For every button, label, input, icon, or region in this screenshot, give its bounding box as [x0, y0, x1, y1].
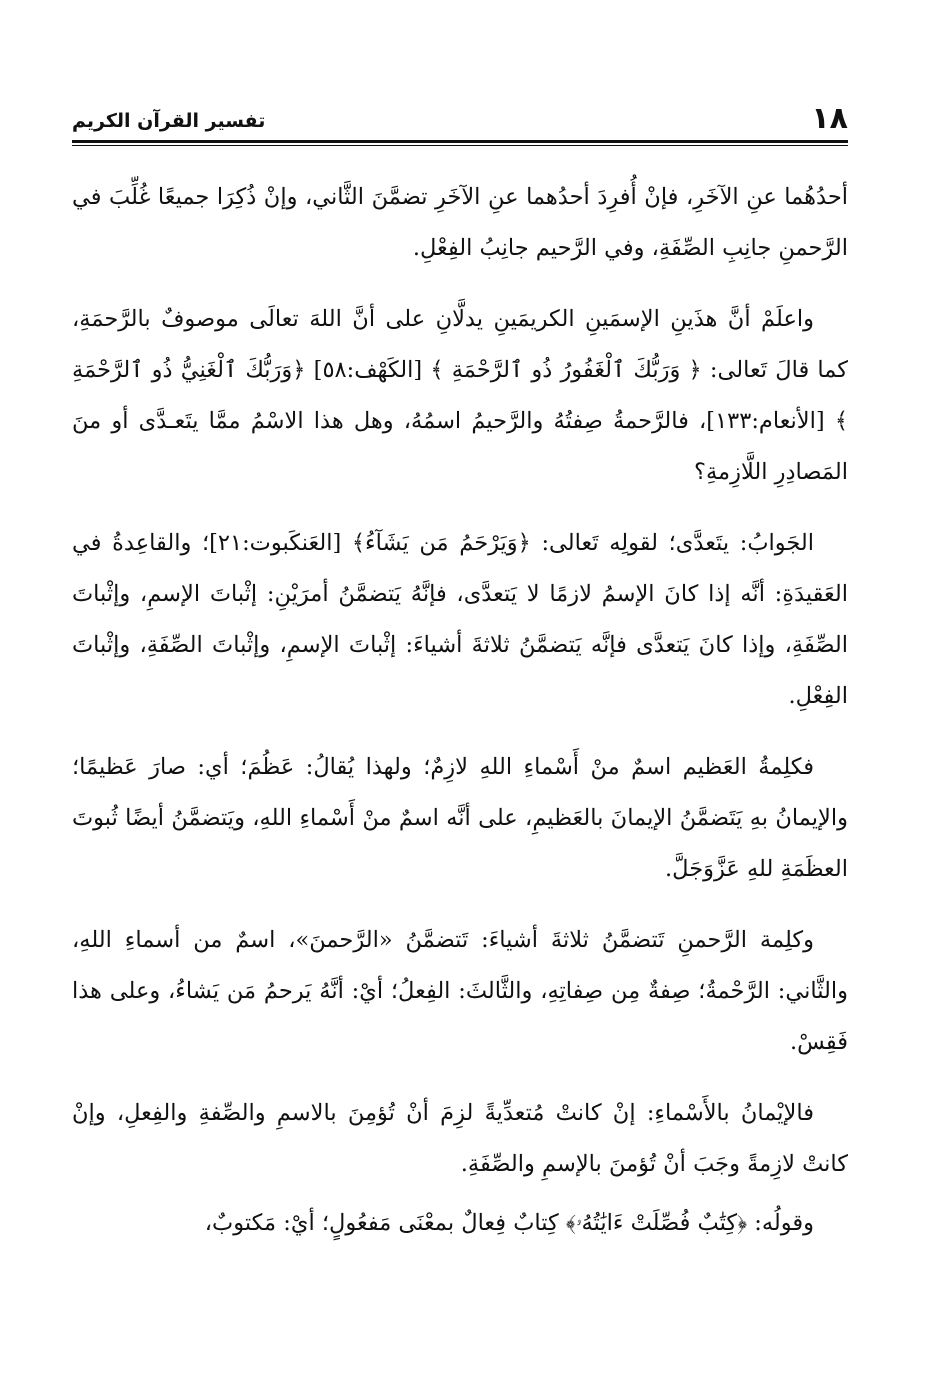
- header-rule-thin: [72, 145, 848, 146]
- page-header: [72, 96, 848, 144]
- page-body: [72, 172, 848, 1269]
- paragraph: فالإيْمانُ بالأَسْماءِ: إنْ كانتْ مُتعدِّيةً لزِمَ أنْ تُؤمِنَ بالاسمِ والصِّفةِ والفِعلِ، وإنْ كانتْ لازِمةً وجَبَ أنْ تُؤمنَ بالإسمِ والصِّفَةِ.: [72, 1100, 848, 1177]
- paragraph: أحدُهُما عنِ الآخَرِ، فإنْ أُفرِدَ أحدُهما عنِ الآخَرِ تضمَّنَ الثَّاني، وإنْ ذُكِرَا جميعًا غُلِّبَ في الرَّحمنِ جانِبِ الصِّفَةِ، وفي الرَّحيم جانِبُ الفِعْلِ.: [72, 184, 848, 261]
- page-number: ١٨: [811, 101, 848, 136]
- paragraph: واعلَمْ أنَّ هذَينِ الإسمَينِ الكريمَينِ يدلَّانِ على أنَّ اللهَ تعالَى موصوفٌ بالرَّحمَةِ، كما قالَ تَعالى: ﴿ وَرَبُّكَ ٱلْغَفُورُ ذُو ٱلرَّحْمَةِ ﴾ [الكَهْف:٥٨] ﴿وَرَبُّكَ ٱلْغَنِيُّ ذُو ٱلرَّحْمَةِ ﴾ [الأنعام:١٣٣]، فالرَّحمةُ صِفتُهُ والرَّحيمُ اسمُهُ، وهل هذا الاسْمُ ممَّا يتَعـدَّى أو منَ المَصادِرِ اللَّازِمةِ؟: [72, 306, 849, 485]
- header-rule: [72, 140, 848, 143]
- paragraph: الجَوابُ: يتَعدَّى؛ لقولِه تَعالى: ﴿وَيَرْحَمُ مَن يَشَآءُ﴾ [العَنكَبوت:٢١]؛ والقاعِدةُ في العَقيدَةِ: أنَّه إذا كانَ الإسمُ لازمًا لا يَتعدَّى، فإنَّهُ يَتضمَّنُ أمرَيْنِ: إثْباتَ الإسمِ، وإثْباتَ الصِّفَةِ، وإذا كانَ يَتعدَّى فإنَّه يَتضمَّنُ ثلاثةَ أشياءَ: إثْباتَ الإسمِ، وإثْباتَ الصِّفَةِ، وإثْباتَ الفِعْلِ.: [72, 530, 848, 709]
- paragraph: وكلِمة الرَّحمنِ تَتضمَّنُ ثلاثةَ أشياءَ: تَتضمَّنُ «الرَّحمنَ»، اسمٌ من أسماءِ اللهِ، والثَّاني: الرَّحْمةُ؛ صِفةٌ مِن صِفاتِهِ، والثَّالثَ: الفِعلُ؛ أيْ: أنَّهُ يَرحمُ مَن يَشاءُ، وعلى هذا فَقِسْ.: [72, 927, 848, 1055]
- paragraph: فكلِمةُ العَظيم اسمٌ منْ أَسْماءِ اللهِ لازِمٌ؛ ولهذا يُقالُ: عَظُمَ؛ أي: صارَ عَظيمًا؛ والإيمانُ بهِ يَتَضمَّنُ الإيمانَ بالعَظيمِ، على أنَّه اسمٌ منْ أَسْماءِ اللهِ، ويَتضمَّنُ أيضًا ثُبوتَ العظَمَةِ للهِ عَزَّوَجَلَّ.: [72, 754, 848, 882]
- running-title: تفسير القرآن الكريم: [72, 110, 266, 132]
- paragraph: وقولُه: ﴿كِتَٰبٌ فُصِّلَتْ ءَايَٰتُهُۥ﴾ كِتابٌ فِعالٌ بمعْنَى مَفعُولٍ؛ أيْ: مَكتوبٌ،: [204, 1210, 814, 1236]
